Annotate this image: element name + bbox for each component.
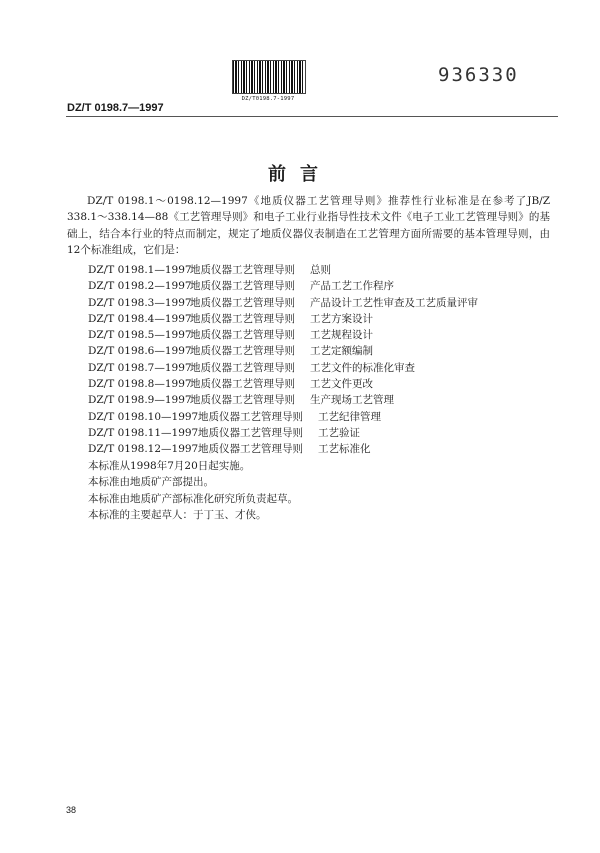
- standard-name: 地质仪器工艺管理导则: [190, 394, 295, 407]
- note-main-drafters: 本标准的主要起草人：于丁玉、才侠。: [88, 508, 267, 521]
- standard-code: DZ/T 0198.5—1997: [88, 329, 192, 342]
- list-item: [88, 262, 478, 278]
- standard-topic: 总则: [310, 264, 331, 276]
- standard-topic: 生产现场工艺管理: [310, 394, 394, 407]
- standard-code: DZ/T 0198.12—1997: [88, 443, 199, 456]
- list-item: [88, 441, 478, 457]
- standard-name: 地质仪器工艺管理导则: [190, 378, 295, 391]
- standard-topic: 工艺文件的标准化审查: [310, 361, 415, 374]
- standard-code: DZ/T 0198.2—1997: [88, 280, 192, 293]
- serial-number: 936330: [438, 64, 519, 86]
- page-title: 前言: [268, 164, 332, 185]
- standard-code: DZ/T 0198.6—1997: [88, 345, 192, 358]
- standard-name: 地质仪器工艺管理导则: [190, 329, 295, 342]
- note-drafted-by: 本标准由地质矿产部标准化研究所负责起草。: [88, 492, 298, 505]
- standard-name: 地质仪器工艺管理导则: [198, 443, 303, 456]
- standard-topic: 工艺验证: [318, 426, 360, 439]
- list-item: [88, 425, 478, 441]
- standard-code: DZ/T 0198.7—1997: [88, 361, 192, 374]
- standard-name: 地质仪器工艺管理导则: [190, 345, 295, 358]
- standard-topic: 工艺标准化: [318, 443, 371, 456]
- standard-name: 地质仪器工艺管理导则: [198, 426, 303, 439]
- barcode: [232, 60, 304, 110]
- list-item: [88, 376, 478, 392]
- list-item: [88, 278, 478, 294]
- standard-name: 地质仪器工艺管理导则: [190, 312, 295, 325]
- notes-section: [88, 458, 298, 523]
- standard-topic: 工艺规程设计: [310, 329, 373, 342]
- intro-paragraph: DZ/T 0198.1～0198.12—1997《地质仪器工艺管理导则》推荐性行业标准是在参考了JB/Z 338.1～338.14—88《工艺管理导则》和电子工业行业指导性技术文件《电子工业工艺管理导则》的基础上，结合本行业的特点而制定，规定了地质仪器仪表制造在工艺管理方面所需要的基本管理导则，由12个标准组成，它们是：: [67, 195, 550, 256]
- standard-code: DZ/T 0198.11—1997: [88, 426, 199, 439]
- standard-name: 地质仪器工艺管理导则: [198, 410, 303, 423]
- standard-name: 地质仪器工艺管理导则: [190, 361, 295, 374]
- list-item: [88, 343, 478, 359]
- barcode-caption: DZ/T0198.7-1997: [241, 96, 295, 102]
- standard-number: DZ/T 0198.7—1997: [67, 102, 164, 114]
- list-item: [88, 311, 478, 327]
- standard-topic: 工艺方案设计: [310, 312, 373, 325]
- standard-code: DZ/T 0198.4—1997: [88, 312, 192, 325]
- standard-topic: 产品工艺工作程序: [310, 280, 394, 293]
- barcode-bars: [232, 60, 306, 94]
- note-proposed-by: 本标准由地质矿产部提出。: [88, 476, 214, 489]
- standard-code: DZ/T 0198.8—1997: [88, 378, 192, 391]
- standard-name: 地质仪器工艺管理导则: [190, 296, 295, 309]
- list-item: [88, 360, 478, 376]
- standard-topic: 工艺纪律管理: [318, 410, 381, 423]
- standard-topic: 工艺定额编制: [310, 345, 373, 358]
- list-item: [88, 392, 478, 408]
- note-effective-date: 本标准从1998年7月20日起实施。: [88, 460, 251, 472]
- page-number: 38: [66, 805, 77, 815]
- standard-code: DZ/T 0198.1—1997: [88, 264, 192, 276]
- standard-code: DZ/T 0198.9—1997: [88, 394, 192, 407]
- standards-list: [88, 262, 478, 458]
- standard-code: DZ/T 0198.3—1997: [88, 296, 192, 309]
- list-item: [88, 295, 478, 311]
- header-divider: [66, 116, 558, 117]
- standard-code: DZ/T 0198.10—1997: [88, 410, 199, 423]
- list-item: [88, 409, 478, 425]
- standard-name: 地质仪器工艺管理导则: [190, 264, 295, 276]
- standard-topic: 工艺文件更改: [310, 378, 373, 391]
- intro-section: [67, 193, 550, 258]
- standard-name: 地质仪器工艺管理导则: [190, 280, 295, 293]
- list-item: [88, 327, 478, 343]
- standard-topic: 产品设计工艺性审查及工艺质量评审: [310, 296, 478, 309]
